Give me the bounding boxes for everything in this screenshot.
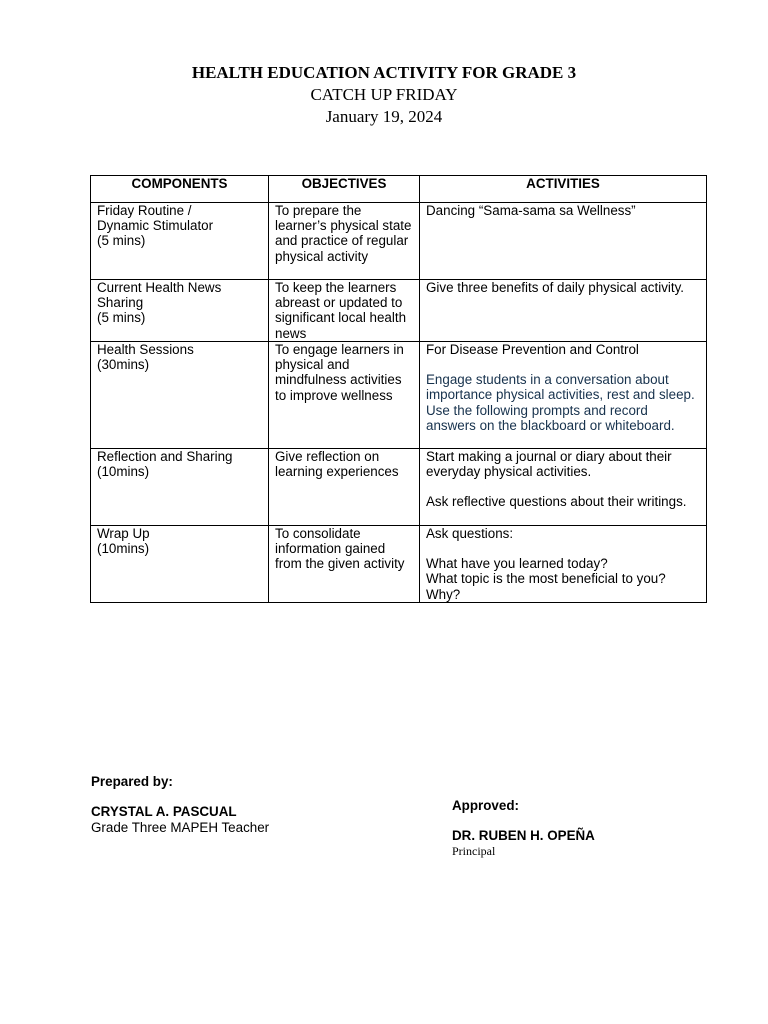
activities-cell — [420, 342, 707, 449]
objective-cell: To consolidate information gained from the given activity — [269, 526, 420, 603]
approved-by-block — [452, 798, 595, 858]
component-duration: (30mins) — [97, 357, 150, 373]
activity-text: Engage students in a conversation about importance physical activities, rest and sleep. Use the following prompts and record answers on the blackboard or whiteboard. — [426, 372, 695, 433]
component-cell — [91, 280, 269, 342]
component-line: Reflection and Sharing — [97, 449, 233, 464]
component-line: Health Sessions — [97, 342, 194, 357]
component-duration: (10mins) — [97, 464, 150, 480]
activity-text: Start making a journal or diary about their everyday physical activities. — [426, 449, 672, 480]
column-header-activities: ACTIVITIES — [420, 176, 707, 203]
table-row — [91, 526, 707, 603]
document-date: January 19, 2024 — [325, 107, 443, 126]
document-title: HEALTH EDUCATION ACTIVITY FOR GRADE 3 — [191, 63, 577, 82]
component-cell — [91, 342, 269, 449]
component-line: Sharing — [97, 295, 144, 311]
activities-cell — [420, 280, 707, 342]
activity-text: Ask questions: — [426, 526, 514, 541]
component-duration: (10mins) — [97, 541, 150, 557]
table-row — [91, 280, 707, 342]
objective-cell: To keep the learners abreast or updated to significant local health news — [269, 280, 420, 342]
objective-cell: To prepare the learner’s physical state and practice of regular physical activity — [269, 203, 420, 280]
component-line: Dynamic Stimulator — [97, 218, 214, 234]
table-header-row — [91, 176, 707, 203]
preparer-name: CRYSTAL A. PASCUAL — [91, 804, 237, 819]
component-line: Wrap Up — [97, 526, 150, 541]
component-duration: (5 mins) — [97, 233, 146, 249]
activity-text: For Disease Prevention and Control — [426, 342, 639, 357]
table-row — [91, 449, 707, 526]
component-line: Current Health News — [97, 280, 222, 295]
document-subtitle: CATCH UP FRIDAY — [310, 85, 458, 104]
activity-table — [90, 175, 707, 603]
component-line: Friday Routine / — [97, 203, 192, 218]
component-duration: (5 mins) — [97, 310, 146, 326]
approver-name: DR. RUBEN H. OPEÑA — [452, 828, 595, 843]
component-cell — [91, 449, 269, 526]
activity-text: Give three benefits of daily physical activity. — [426, 280, 685, 295]
column-header-objectives: OBJECTIVES — [269, 176, 420, 203]
table-row — [91, 203, 707, 280]
activity-text: Ask reflective questions about their writings. — [426, 494, 687, 510]
approved-label: Approved: — [452, 798, 519, 813]
component-cell — [91, 526, 269, 603]
column-header-components: COMPONENTS — [91, 176, 269, 203]
document-header — [0, 62, 768, 128]
activities-cell — [420, 203, 707, 280]
activity-text: What have you learned today? — [426, 556, 608, 572]
activities-cell — [420, 526, 707, 603]
prepared-by-label: Prepared by: — [91, 774, 173, 789]
approver-role: Principal — [452, 844, 496, 858]
activity-text: What topic is the most beneficial to you? Why? — [426, 571, 666, 602]
prepared-by-block — [91, 774, 269, 836]
table-row — [91, 342, 707, 449]
activities-cell — [420, 449, 707, 526]
component-cell — [91, 203, 269, 280]
preparer-role: Grade Three MAPEH Teacher — [91, 820, 270, 835]
objective-cell: Give reflection on learning experiences — [269, 449, 420, 526]
objective-cell: To engage learners in physical and mindfulness activities to improve wellness — [269, 342, 420, 449]
activity-text: Dancing “Sama-sama sa Wellness” — [426, 203, 636, 218]
